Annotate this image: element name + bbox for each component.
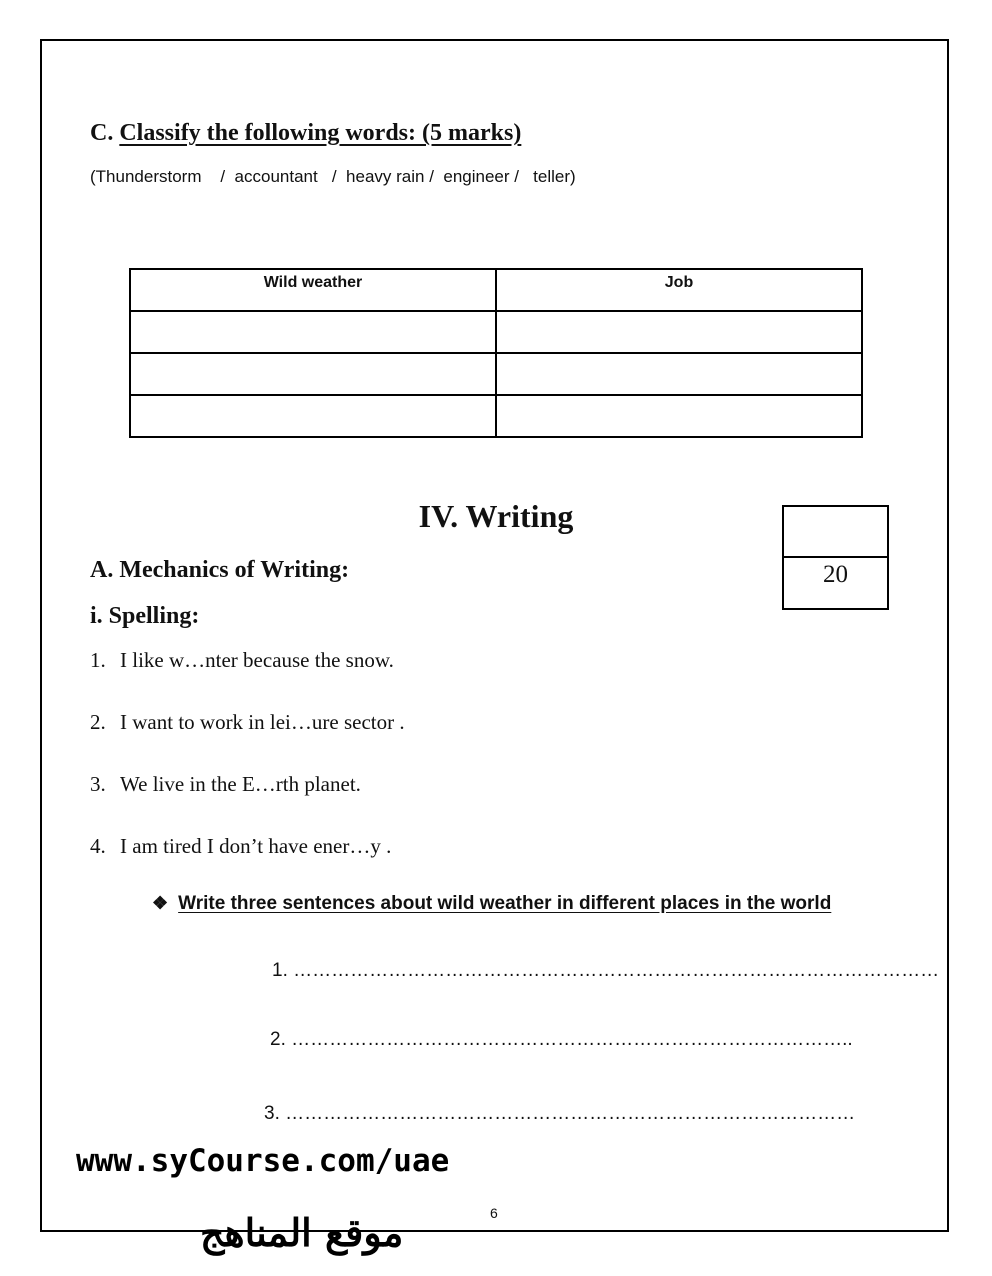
section-c-heading	[90, 120, 521, 147]
word-list: (Thunderstorm / accountant / heavy rain / engineer / teller)	[90, 167, 576, 186]
table-row	[130, 395, 862, 437]
table-row	[130, 353, 862, 395]
page-number: 6	[490, 1205, 498, 1221]
section-c-title: Classify the following words: (5 marks)	[119, 120, 522, 146]
score-box	[782, 505, 889, 610]
spelling-item	[90, 834, 391, 859]
wild-weather-cell[interactable]	[130, 395, 496, 437]
spelling-item	[90, 710, 405, 735]
diamond-bullet-icon: ❖	[152, 893, 169, 913]
writing-prompt	[152, 893, 831, 915]
answer-line-3[interactable]: 3. ………………………………………………………………………………	[264, 1103, 856, 1124]
spelling-item-number: 3.	[90, 772, 106, 796]
table-row	[130, 311, 862, 353]
spelling-item-number: 1.	[90, 648, 106, 672]
watermark-url: www.syCourse.com/uae	[76, 1143, 450, 1179]
spelling-heading: i. Spelling:	[90, 603, 200, 629]
answer-line-2[interactable]: 2. ……………………………………………………………………………..	[270, 1029, 853, 1050]
spelling-item-number: 4.	[90, 834, 106, 858]
spelling-item	[90, 648, 394, 673]
page-border	[40, 39, 949, 1232]
wild-weather-cell[interactable]	[130, 311, 496, 353]
spelling-item-number: 2.	[90, 710, 106, 734]
job-cell[interactable]	[496, 311, 862, 353]
header-wild-weather: Wild weather	[130, 269, 496, 311]
watermark-arabic: موقع المناهج	[200, 1210, 404, 1255]
classify-table	[129, 268, 863, 438]
writing-prompt-text: Write three sentences about wild weather in different places in the world	[178, 893, 832, 914]
spelling-item-text: I like w…nter because the snow.	[120, 648, 394, 672]
spelling-item-text: I am tired I don’t have ener…y .	[120, 834, 392, 858]
answer-line-1[interactable]: 1. …………………………………………………………………………………………	[272, 960, 940, 981]
table-header-row	[130, 269, 862, 311]
header-job: Job	[496, 269, 862, 311]
writing-section-title: IV. Writing	[418, 498, 574, 534]
score-earned-field[interactable]	[784, 507, 887, 558]
section-c-label: C.	[90, 120, 114, 146]
spelling-item-text: We live in the E…rth planet.	[120, 772, 361, 796]
mechanics-heading: A. Mechanics of Writing:	[90, 557, 350, 583]
wild-weather-cell[interactable]	[130, 353, 496, 395]
spelling-item-text: I want to work in lei…ure sector .	[120, 710, 405, 734]
job-cell[interactable]	[496, 353, 862, 395]
job-cell[interactable]	[496, 395, 862, 437]
spelling-item	[90, 772, 361, 797]
score-total: 20	[823, 561, 848, 588]
